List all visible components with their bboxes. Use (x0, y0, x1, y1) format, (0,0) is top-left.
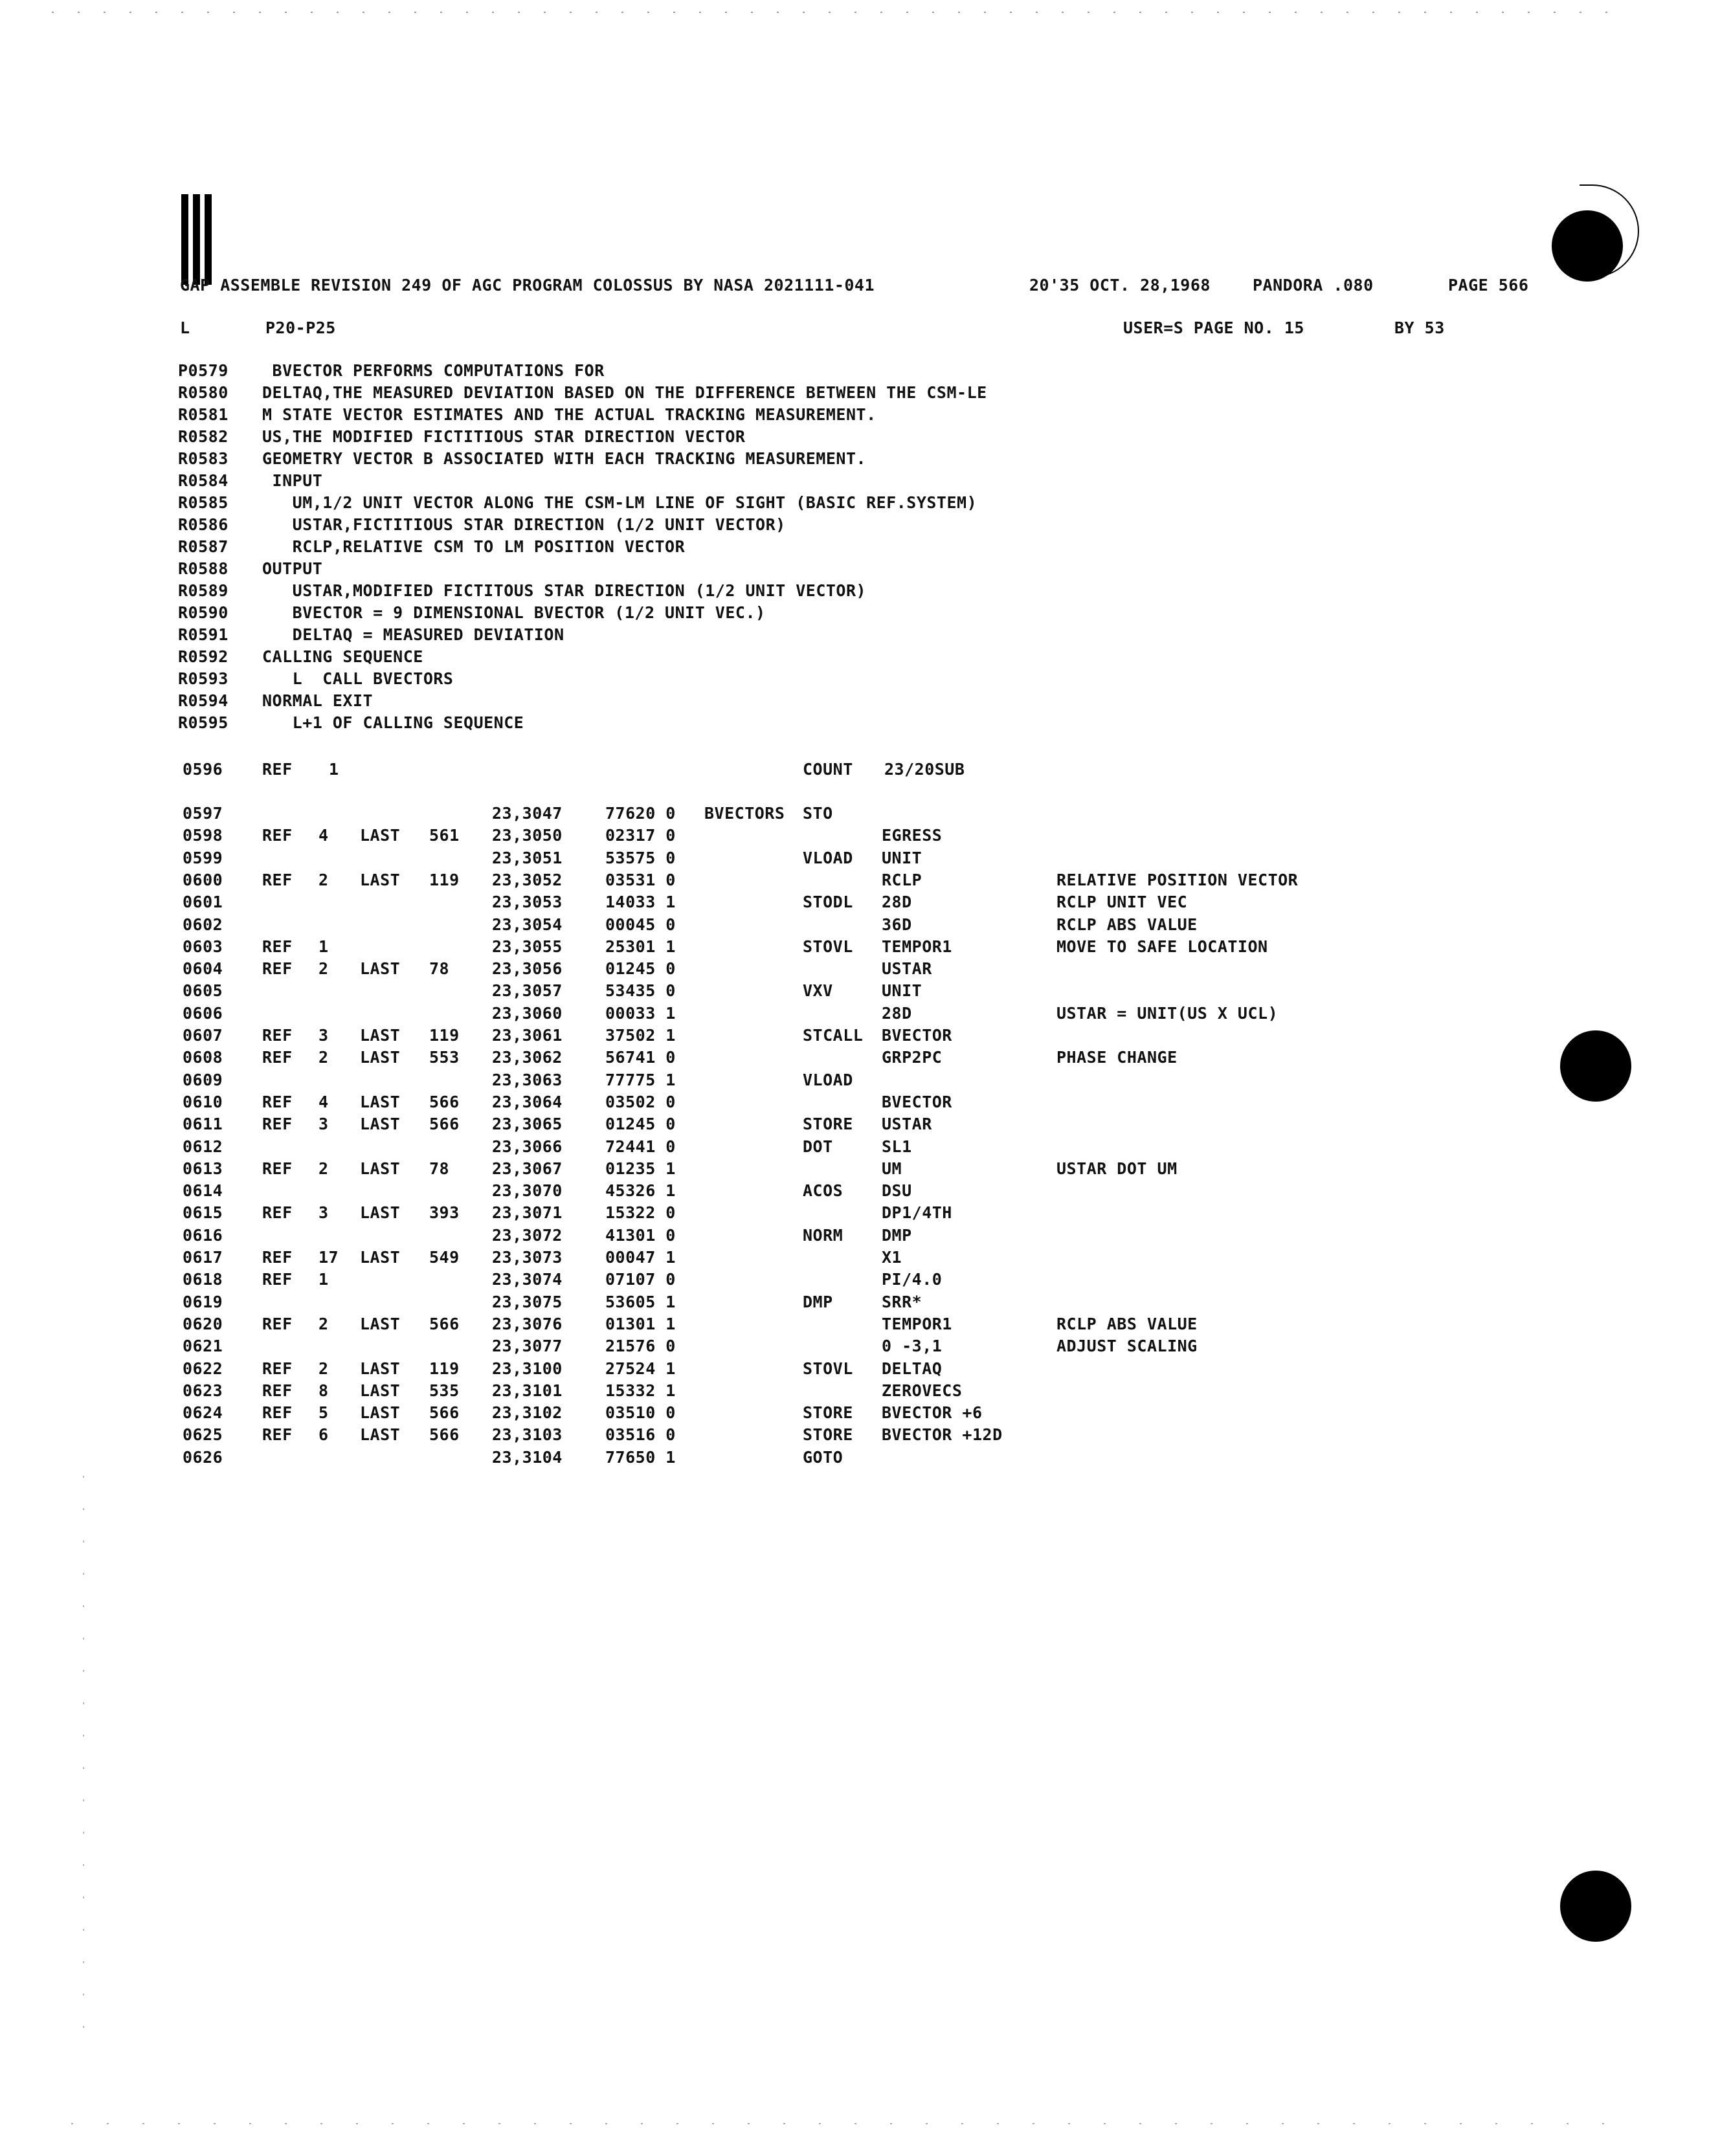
code-ref: REF (262, 1248, 293, 1267)
code-line-number: 0618 (183, 1270, 223, 1289)
code-ref-count: 2 (318, 1159, 329, 1178)
code-ref: REF (262, 826, 293, 845)
code-ref-count: 4 (318, 1093, 329, 1111)
remark-text: BVECTOR PERFORMS COMPUTATIONS FOR (262, 361, 605, 380)
header-by: BY 53 (1394, 318, 1445, 337)
code-line-number: 0607 (183, 1026, 223, 1045)
code-word: 01235 1 (605, 1159, 676, 1178)
code-operand: 28D (882, 893, 912, 911)
code-address: 23,3102 (492, 1403, 563, 1422)
code-opcode: DOT (803, 1137, 833, 1156)
code-word: 07107 0 (605, 1270, 676, 1289)
code-line-number: 0612 (183, 1137, 223, 1156)
code-opcode: STCALL (803, 1026, 864, 1045)
code-address: 23,3103 (492, 1425, 563, 1444)
code-opcode: STOVL (803, 937, 853, 956)
code-word: 37502 1 (605, 1026, 676, 1045)
code-line-number: 0606 (183, 1004, 223, 1023)
code-operand: DELTAQ (882, 1359, 943, 1378)
remark-id: R0580 (178, 383, 229, 402)
remark-id: R0581 (178, 405, 229, 424)
code-comment: RCLP ABS VALUE (1056, 915, 1198, 934)
code-word: 01301 1 (605, 1315, 676, 1333)
code-line-number: 0601 (183, 893, 223, 911)
code-word: 25301 1 (605, 937, 676, 956)
remark-id: P0579 (178, 361, 229, 380)
code-ref: REF (262, 1159, 293, 1178)
remark-id: R0589 (178, 581, 229, 600)
code-operand: UM (882, 1159, 902, 1178)
code-address: 23,3050 (492, 826, 563, 845)
code-last-line: 119 (429, 1026, 460, 1045)
code-word: 00033 1 (605, 1004, 676, 1023)
remark-id: R0583 (178, 449, 229, 468)
code-address: 23,3057 (492, 981, 563, 1000)
code-address: 23,3060 (492, 1004, 563, 1023)
code-operand: TEMPOR1 (882, 937, 952, 956)
code-address: 23,3053 (492, 893, 563, 911)
code-word: 15322 0 (605, 1203, 676, 1222)
remark-id: R0587 (178, 537, 229, 556)
remark-text: USTAR,FICTITIOUS STAR DIRECTION (1/2 UNIT VECTOR) (262, 515, 786, 534)
count-line-ref: REF (262, 760, 293, 779)
code-operand: 28D (882, 1004, 912, 1023)
code-ref-count: 17 (318, 1248, 339, 1267)
remark-text: NORMAL EXIT (262, 691, 374, 710)
code-address: 23,3054 (492, 915, 563, 934)
header-pandora: PANDORA .080 (1253, 276, 1374, 295)
remark-text: UM,1/2 UNIT VECTOR ALONG THE CSM-LM LINE OF SIGHT (BASIC REF.SYSTEM) (262, 493, 977, 512)
code-word: 53435 0 (605, 981, 676, 1000)
code-line-number: 0603 (183, 937, 223, 956)
code-ref-count: 4 (318, 826, 329, 845)
code-address: 23,3101 (492, 1381, 563, 1400)
perforation-dots-left (83, 1476, 84, 2045)
code-line-number: 0598 (183, 826, 223, 845)
code-operand: BVECTOR +12D (882, 1425, 1003, 1444)
code-ref-count: 3 (318, 1203, 329, 1222)
code-operand: RCLP (882, 871, 922, 889)
code-comment: MOVE TO SAFE LOCATION (1056, 937, 1268, 956)
code-ref: REF (262, 1425, 293, 1444)
remark-id: R0582 (178, 427, 229, 446)
remark-text: USTAR,MODIFIED FICTITOUS STAR DIRECTION (1/2 UNIT VECTOR) (262, 581, 867, 600)
code-address: 23,3100 (492, 1359, 563, 1378)
punch-hole-middle (1560, 1030, 1631, 1102)
code-word: 72441 0 (605, 1137, 676, 1156)
remark-text: CALLING SEQUENCE (262, 647, 423, 666)
code-last: LAST (360, 1048, 401, 1067)
code-last: LAST (360, 1403, 401, 1422)
code-opcode: NORM (803, 1226, 843, 1245)
perforation-dots-top (52, 12, 1631, 13)
code-line-number: 0625 (183, 1425, 223, 1444)
code-last-line: 393 (429, 1203, 460, 1222)
code-operand: DMP (882, 1226, 912, 1245)
code-last-line: 119 (429, 871, 460, 889)
code-line-number: 0615 (183, 1203, 223, 1222)
code-line-number: 0610 (183, 1093, 223, 1111)
code-word: 15332 1 (605, 1381, 676, 1400)
header-title: GAP ASSEMBLE REVISION 249 OF AGC PROGRAM COLOSSUS BY NASA 2021111-041 (180, 276, 875, 295)
code-word: 53575 0 (605, 849, 676, 867)
code-address: 23,3063 (492, 1071, 563, 1089)
code-operand: DSU (882, 1181, 912, 1200)
code-ref-count: 1 (318, 1270, 329, 1289)
remark-text: US,THE MODIFIED FICTITIOUS STAR DIRECTION VECTOR (262, 427, 746, 446)
code-ref: REF (262, 1093, 293, 1111)
code-last: LAST (360, 1159, 401, 1178)
code-last-line: 535 (429, 1381, 460, 1400)
code-last-line: 549 (429, 1248, 460, 1267)
code-ref: REF (262, 937, 293, 956)
code-operand: SL1 (882, 1137, 912, 1156)
code-last: LAST (360, 1203, 401, 1222)
code-ref-count: 3 (318, 1026, 329, 1045)
code-operand: UNIT (882, 981, 922, 1000)
remark-id: R0584 (178, 471, 229, 490)
code-address: 23,3065 (492, 1115, 563, 1133)
code-label: BVECTORS (704, 804, 785, 823)
code-line-number: 0602 (183, 915, 223, 934)
code-word: 02317 0 (605, 826, 676, 845)
code-last: LAST (360, 1359, 401, 1378)
code-opcode: STOVL (803, 1359, 853, 1378)
code-opcode: VLOAD (803, 1071, 853, 1089)
code-ref: REF (262, 1048, 293, 1067)
code-last: LAST (360, 1315, 401, 1333)
code-line-number: 0616 (183, 1226, 223, 1245)
code-word: 45326 1 (605, 1181, 676, 1200)
code-word: 27524 1 (605, 1359, 676, 1378)
code-line-number: 0608 (183, 1048, 223, 1067)
code-operand: BVECTOR (882, 1026, 952, 1045)
code-ref-count: 5 (318, 1403, 329, 1422)
code-comment: RELATIVE POSITION VECTOR (1056, 871, 1299, 889)
remark-text: DELTAQ = MEASURED DEVIATION (262, 625, 564, 644)
code-ref: REF (262, 1270, 293, 1289)
code-ref: REF (262, 1381, 293, 1400)
code-line-number: 0620 (183, 1315, 223, 1333)
code-ref-count: 2 (318, 959, 329, 978)
code-line-number: 0623 (183, 1381, 223, 1400)
code-address: 23,3075 (492, 1293, 563, 1311)
code-comment: USTAR = UNIT(US X UCL) (1056, 1004, 1279, 1023)
code-operand: X1 (882, 1248, 902, 1267)
header-range: P20-P25 (265, 318, 336, 337)
code-address: 23,3047 (492, 804, 563, 823)
code-ref: REF (262, 1026, 293, 1045)
code-operand: ZEROVECS (882, 1381, 963, 1400)
remark-id: R0585 (178, 493, 229, 512)
code-address: 23,3061 (492, 1026, 563, 1045)
code-ref: REF (262, 1315, 293, 1333)
code-opcode: STORE (803, 1425, 853, 1444)
code-last: LAST (360, 1248, 401, 1267)
code-address: 23,3064 (492, 1093, 563, 1111)
code-word: 56741 0 (605, 1048, 676, 1067)
code-ref-count: 6 (318, 1425, 329, 1444)
code-line-number: 0613 (183, 1159, 223, 1178)
remark-id: R0592 (178, 647, 229, 666)
remark-text: L+1 OF CALLING SEQUENCE (262, 713, 524, 732)
code-last: LAST (360, 1026, 401, 1045)
code-ref-count: 2 (318, 1315, 329, 1333)
code-last-line: 553 (429, 1048, 460, 1067)
code-opcode: GOTO (803, 1448, 843, 1467)
code-word: 41301 0 (605, 1226, 676, 1245)
code-line-number: 0626 (183, 1448, 223, 1467)
remark-id: R0594 (178, 691, 229, 710)
code-word: 53605 1 (605, 1293, 676, 1311)
code-comment: USTAR DOT UM (1056, 1159, 1178, 1178)
code-ref: REF (262, 1203, 293, 1222)
code-ref: REF (262, 1359, 293, 1378)
code-last: LAST (360, 871, 401, 889)
code-ref: REF (262, 959, 293, 978)
code-line-number: 0617 (183, 1248, 223, 1267)
code-word: 01245 0 (605, 1115, 676, 1133)
remark-text: INPUT (262, 471, 323, 490)
code-comment: RCLP ABS VALUE (1056, 1315, 1198, 1333)
code-last: LAST (360, 1425, 401, 1444)
code-operand: USTAR (882, 959, 932, 978)
code-opcode: DMP (803, 1293, 833, 1311)
code-last-line: 561 (429, 826, 460, 845)
code-operand: BVECTOR (882, 1093, 952, 1111)
code-line-number: 0619 (183, 1293, 223, 1311)
code-line-number: 0600 (183, 871, 223, 889)
remark-text: GEOMETRY VECTOR B ASSOCIATED WITH EACH TRACKING MEASUREMENT. (262, 449, 867, 468)
code-comment: ADJUST SCALING (1056, 1337, 1198, 1355)
remark-text: M STATE VECTOR ESTIMATES AND THE ACTUAL TRACKING MEASUREMENT. (262, 405, 877, 424)
remark-id: R0586 (178, 515, 229, 534)
count-line-count: COUNT (803, 760, 853, 779)
code-last-line: 78 (429, 959, 450, 978)
code-address: 23,3051 (492, 849, 563, 867)
code-address: 23,3076 (492, 1315, 563, 1333)
code-word: 14033 1 (605, 893, 676, 911)
code-word: 01245 0 (605, 959, 676, 978)
code-word: 00047 1 (605, 1248, 676, 1267)
code-ref: REF (262, 1403, 293, 1422)
punch-hole-arc (1580, 184, 1639, 278)
code-last-line: 566 (429, 1093, 460, 1111)
code-opcode: ACOS (803, 1181, 843, 1200)
header-page: PAGE 566 (1448, 276, 1529, 295)
code-word: 77775 1 (605, 1071, 676, 1089)
code-operand: SRR* (882, 1293, 922, 1311)
code-ref-count: 1 (318, 937, 329, 956)
code-address: 23,3077 (492, 1337, 563, 1355)
code-opcode: STODL (803, 893, 853, 911)
header-l: L (180, 318, 190, 337)
code-ref-count: 2 (318, 1359, 329, 1378)
code-word: 00045 0 (605, 915, 676, 934)
code-line-number: 0614 (183, 1181, 223, 1200)
code-operand: 36D (882, 915, 912, 934)
code-last: LAST (360, 1093, 401, 1111)
code-word: 21576 0 (605, 1337, 676, 1355)
code-last: LAST (360, 1115, 401, 1133)
code-ref-count: 8 (318, 1381, 329, 1400)
code-last: LAST (360, 826, 401, 845)
code-line-number: 0597 (183, 804, 223, 823)
code-comment: PHASE CHANGE (1056, 1048, 1178, 1067)
code-address: 23,3070 (492, 1181, 563, 1200)
code-last-line: 566 (429, 1425, 460, 1444)
code-line-number: 0599 (183, 849, 223, 867)
code-operand: TEMPOR1 (882, 1315, 952, 1333)
code-operand: BVECTOR +6 (882, 1403, 983, 1422)
count-line-number: 0596 (183, 760, 223, 779)
code-line-number: 0621 (183, 1337, 223, 1355)
code-line-number: 0609 (183, 1071, 223, 1089)
code-ref-count: 2 (318, 871, 329, 889)
code-operand: USTAR (882, 1115, 932, 1133)
code-line-number: 0611 (183, 1115, 223, 1133)
code-last-line: 566 (429, 1315, 460, 1333)
remark-id: R0593 (178, 669, 229, 688)
code-ref-count: 2 (318, 1048, 329, 1067)
code-line-number: 0604 (183, 959, 223, 978)
code-address: 23,3067 (492, 1159, 563, 1178)
code-comment: RCLP UNIT VEC (1056, 893, 1188, 911)
code-address: 23,3074 (492, 1270, 563, 1289)
code-address: 23,3071 (492, 1203, 563, 1222)
remark-text: OUTPUT (262, 559, 323, 578)
count-line-value: 23/20SUB (884, 760, 965, 779)
code-address: 23,3073 (492, 1248, 563, 1267)
code-operand: GRP2PC (882, 1048, 943, 1067)
count-line-refnum: 1 (329, 760, 339, 779)
remark-text: L CALL BVECTORS (262, 669, 454, 688)
code-address: 23,3056 (492, 959, 563, 978)
code-last-line: 119 (429, 1359, 460, 1378)
header-timestamp: 20'35 OCT. 28,1968 (1029, 276, 1211, 295)
code-word: 03516 0 (605, 1425, 676, 1444)
code-operand: UNIT (882, 849, 922, 867)
code-ref: REF (262, 1115, 293, 1133)
code-opcode: STO (803, 804, 833, 823)
code-last-line: 566 (429, 1403, 460, 1422)
code-address: 23,3104 (492, 1448, 563, 1467)
code-operand: PI/4.0 (882, 1270, 943, 1289)
remark-text: RCLP,RELATIVE CSM TO LM POSITION VECTOR (262, 537, 686, 556)
code-ref-count: 3 (318, 1115, 329, 1133)
code-word: 03510 0 (605, 1403, 676, 1422)
code-word: 03502 0 (605, 1093, 676, 1111)
code-last: LAST (360, 959, 401, 978)
remark-text: BVECTOR = 9 DIMENSIONAL BVECTOR (1/2 UNIT VEC.) (262, 603, 766, 622)
remark-id: R0595 (178, 713, 229, 732)
code-opcode: VLOAD (803, 849, 853, 867)
code-word: 03531 0 (605, 871, 676, 889)
code-address: 23,3055 (492, 937, 563, 956)
header-user-page: USER=S PAGE NO. 15 (1123, 318, 1304, 337)
punch-hole-bottom (1560, 1871, 1631, 1942)
code-operand: EGRESS (882, 826, 943, 845)
code-last-line: 566 (429, 1115, 460, 1133)
code-address: 23,3072 (492, 1226, 563, 1245)
code-word: 77620 0 (605, 804, 676, 823)
remark-id: R0590 (178, 603, 229, 622)
remark-id: R0588 (178, 559, 229, 578)
code-last-line: 78 (429, 1159, 450, 1178)
code-operand: DP1/4TH (882, 1203, 952, 1222)
code-line-number: 0622 (183, 1359, 223, 1378)
code-operand: 0 -3,1 (882, 1337, 943, 1355)
binder-marks (181, 194, 220, 285)
code-address: 23,3062 (492, 1048, 563, 1067)
code-word: 77650 1 (605, 1448, 676, 1467)
code-line-number: 0624 (183, 1403, 223, 1422)
code-line-number: 0605 (183, 981, 223, 1000)
code-last: LAST (360, 1381, 401, 1400)
code-opcode: VXV (803, 981, 833, 1000)
remark-text: DELTAQ,THE MEASURED DEVIATION BASED ON THE DIFFERENCE BETWEEN THE CSM-LE (262, 383, 987, 402)
code-ref: REF (262, 871, 293, 889)
code-opcode: STORE (803, 1403, 853, 1422)
code-opcode: STORE (803, 1115, 853, 1133)
remark-id: R0591 (178, 625, 229, 644)
code-address: 23,3052 (492, 871, 563, 889)
perforation-dots-bottom (71, 2123, 1612, 2124)
code-address: 23,3066 (492, 1137, 563, 1156)
